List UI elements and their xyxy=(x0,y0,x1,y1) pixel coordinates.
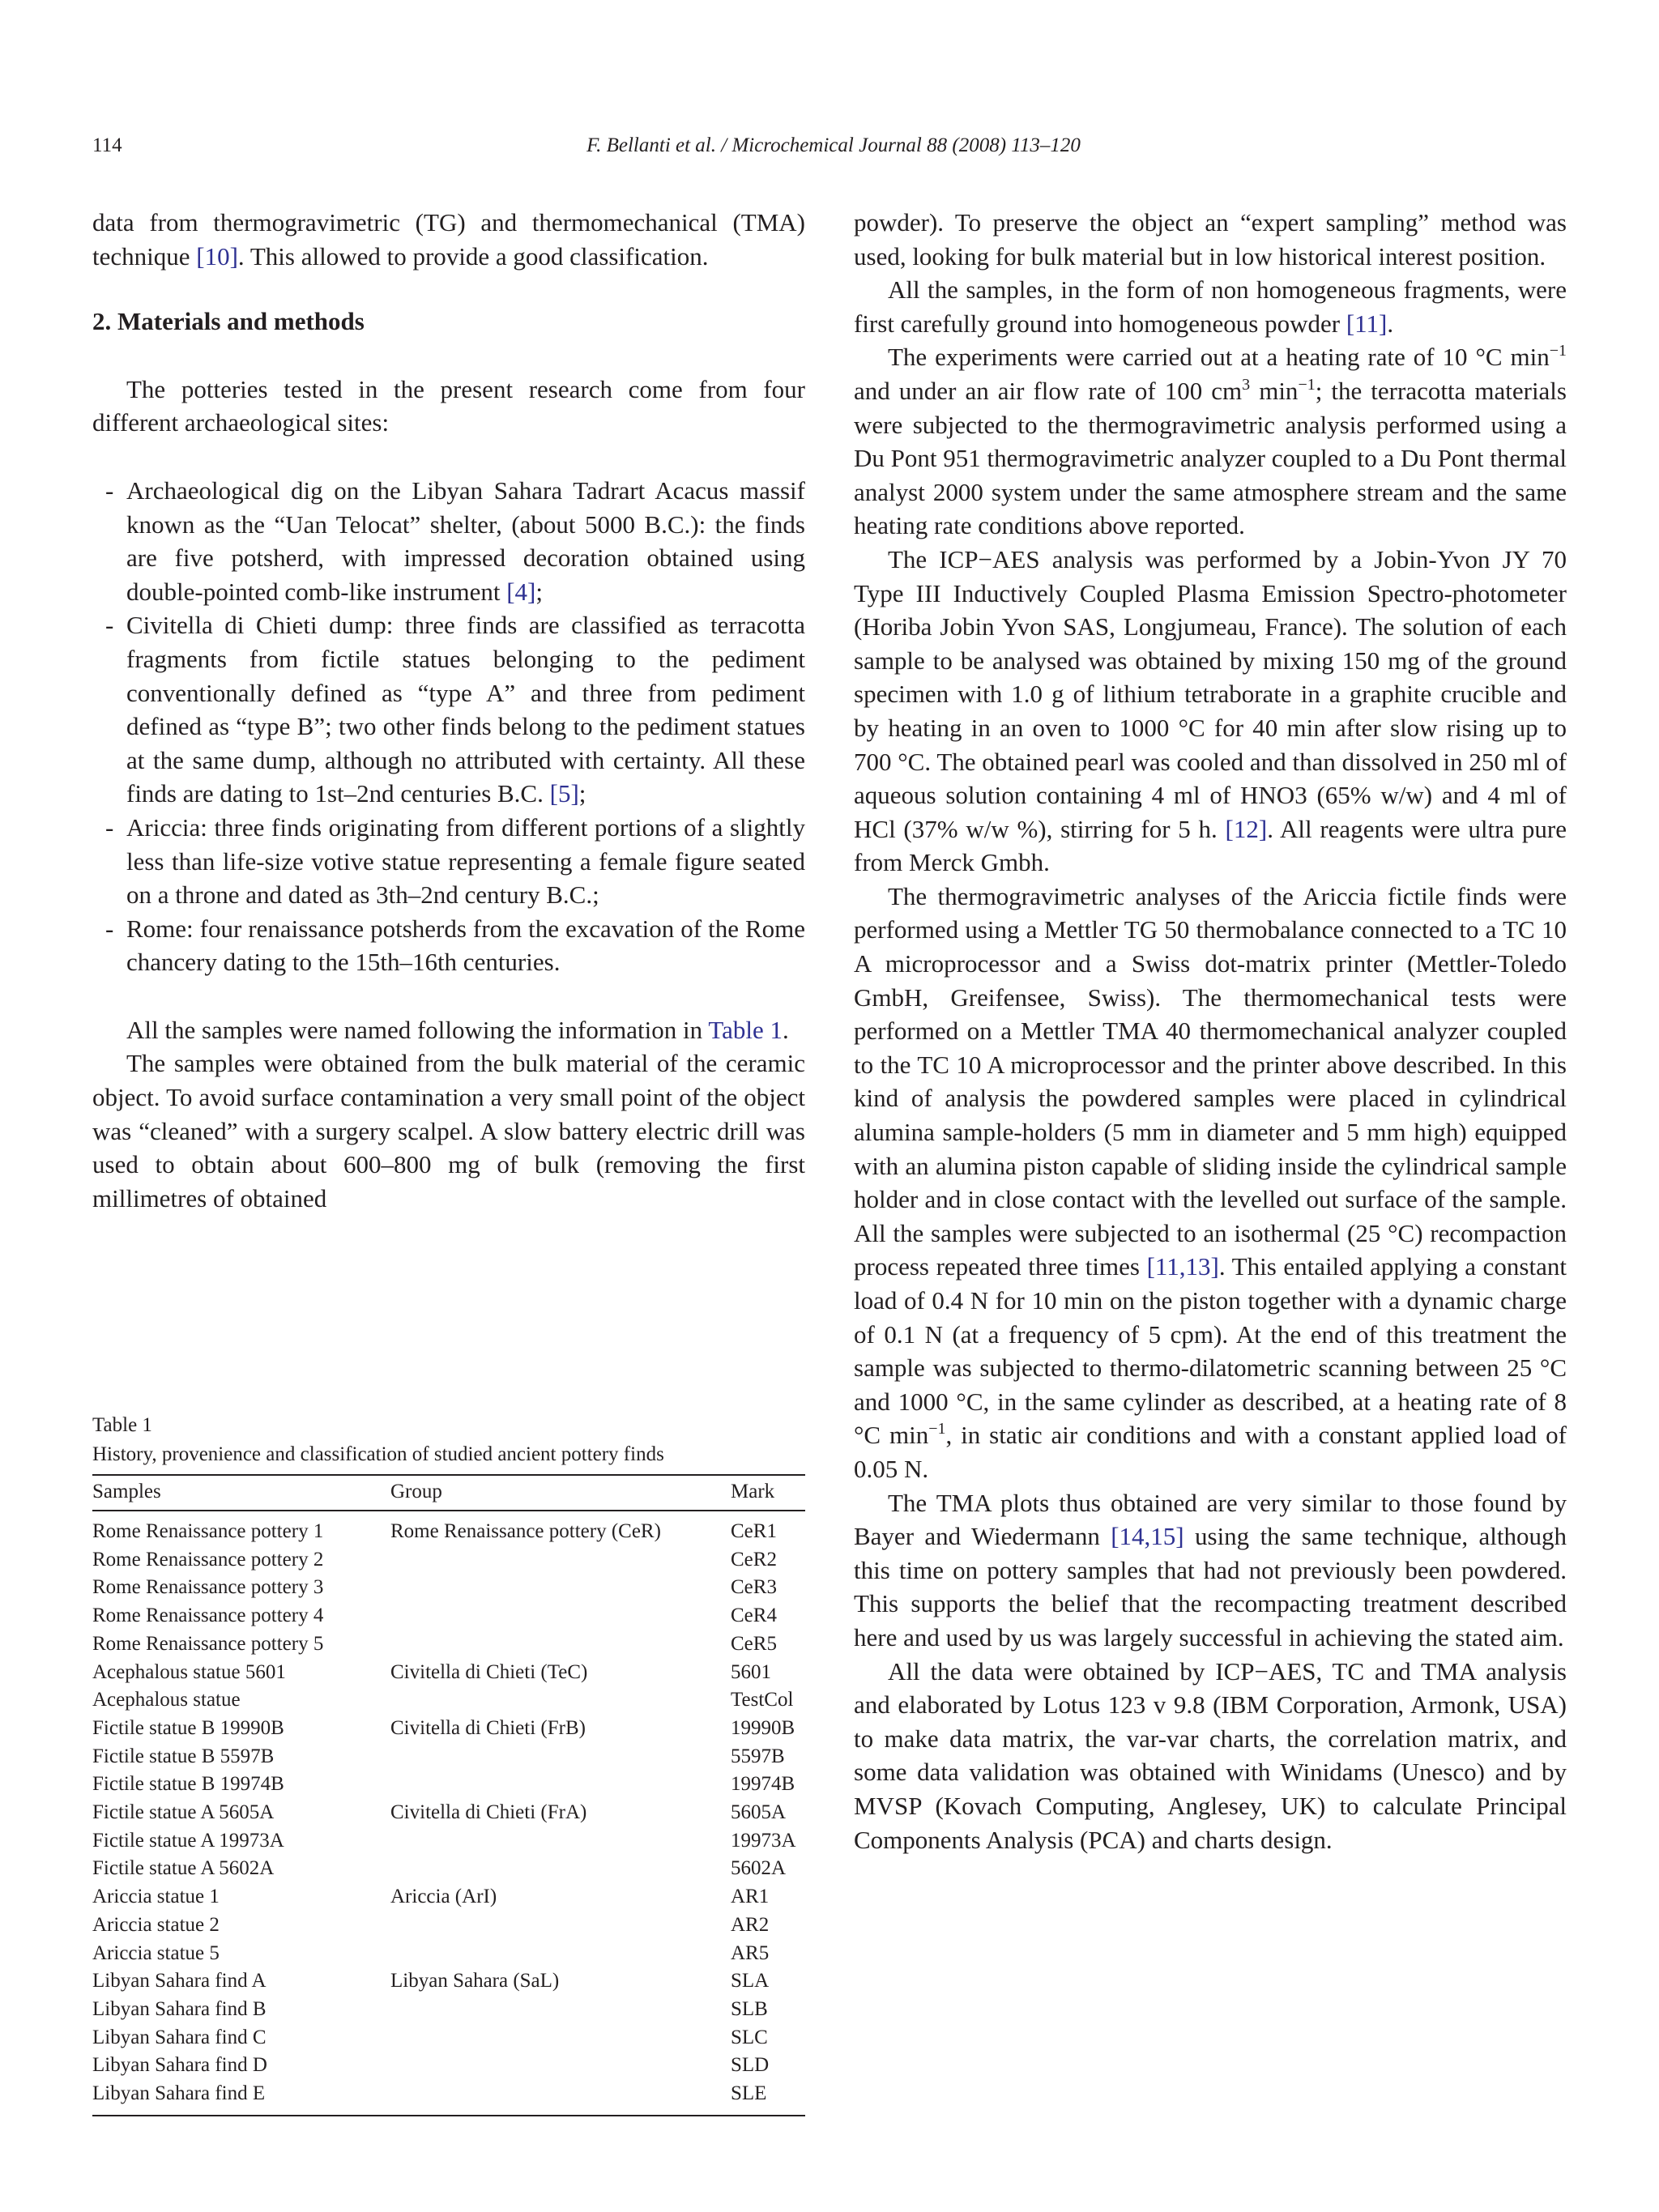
citation-link[interactable]: [10] xyxy=(196,241,238,271)
cell-sample: Libyan Sahara find A xyxy=(92,1970,267,1993)
cell-mark: 5605A xyxy=(731,1801,787,1824)
cell-group xyxy=(390,1827,731,1856)
right-column xyxy=(854,206,1567,1856)
cell-sample: Libyan Sahara find C xyxy=(92,2026,267,2048)
icp-paragraph: The ICP−AES analysis was performed by a Jobin-Yvon JY 70 Type III Inductively Coupled Plasma Emission Spectro-photometer (Horiba Jobin Yvon SAS, Longjumeau, France). The solution of each sample to be analysed was obtained by mixing 150 mg of the ground specimen with 1.0 g of lithium tetraborate in a graphite crucible and by heating in an oven to 1000 °C for 40 min after slow rising up to 700 °C. The obtained pearl was cooled and than dissolved in 250 ml of aqueous solution containing 4 ml of HNO3 (65% w/w) and 4 ml of HCl (37% w/w %), stirring for 5 h. [12]. All reagents were ultra pure from Merck Gmbh. xyxy=(854,544,1567,877)
cell-mark: AR5 xyxy=(731,1941,770,1964)
tma-paragraph: The TMA plots thus obtained are very similar to those found by Bayer and Wiedermann [14,15] using the same technique, although this time on pottery samples that had not previously been powdered. This supports the belief that the recompacting treatment described here and used by us was largely successful in achieving the stated aim. xyxy=(854,1488,1567,1652)
list-dash: - xyxy=(105,475,114,505)
section-heading: 2. Materials and methods xyxy=(92,307,365,336)
table-row xyxy=(92,1799,805,1827)
table-row xyxy=(92,1827,805,1856)
cell-mark: SLE xyxy=(731,2080,805,2116)
cell-sample: Fictile statue A 19973A xyxy=(92,1829,284,1852)
cell-sample: Fictile statue A 5602A xyxy=(92,1857,275,1880)
table-caption: History, provenience and classification of studied ancient pottery finds xyxy=(92,1443,664,1465)
spacer xyxy=(92,979,805,1013)
table-header-row xyxy=(92,1475,805,1511)
cell-mark: CeR5 xyxy=(731,1632,777,1655)
table-row xyxy=(92,1940,805,1968)
table-row xyxy=(92,1771,805,1799)
list-item: - Rome: four renaissance potsherds from the excavation of the Rome chancery dating to the 15th–16th centuries. xyxy=(92,912,805,979)
table-row xyxy=(92,1912,805,1940)
running-header xyxy=(92,130,1575,162)
cell-group xyxy=(390,1855,731,1883)
table-link[interactable]: Table 1 xyxy=(708,1015,783,1044)
cell-sample: Rome Renaissance pottery 4 xyxy=(92,1605,324,1627)
cell-group: Civitella di Chieti (FrA) xyxy=(390,1801,587,1824)
table-row xyxy=(92,1630,805,1659)
table-row xyxy=(92,1602,805,1630)
table-row xyxy=(92,1883,805,1912)
cell-sample: Fictile statue B 5597B xyxy=(92,1745,275,1767)
citation-link[interactable]: [11,13] xyxy=(1146,1252,1219,1281)
cell-mark: SLA xyxy=(731,1970,770,1993)
cell-mark: CeR4 xyxy=(731,1605,777,1627)
cell-mark: SLC xyxy=(731,2026,768,2048)
column-header-group: Group xyxy=(390,1475,731,1511)
list-dash: - xyxy=(105,914,114,943)
column-header-mark: Mark xyxy=(731,1475,805,1511)
cell-mark: 5597B xyxy=(731,1745,785,1767)
cell-sample: Libyan Sahara find E xyxy=(92,2080,390,2116)
cell-sample: Fictile statue B 19990B xyxy=(92,1716,284,1739)
cell-group xyxy=(390,2024,731,2052)
table-row xyxy=(92,1686,805,1715)
cell-sample: Fictile statue B 19974B xyxy=(92,1773,284,1796)
table-row xyxy=(92,1511,805,1546)
cell-mark: AR2 xyxy=(731,1913,770,1936)
cell-group xyxy=(390,1996,731,2024)
sites-intro-paragraph: The potteries tested in the present research come from four different archaeological sites: xyxy=(92,374,805,437)
table-label: Table 1 xyxy=(92,1414,152,1436)
cell-mark: CeR3 xyxy=(731,1576,777,1599)
intro-paragraph: data from thermogravimetric (TG) and thermomechanical (TMA) technique [10]. This allowed to provide a good classification. xyxy=(92,208,805,271)
cell-group xyxy=(390,1686,731,1715)
cell-mark: TestCol xyxy=(731,1689,794,1711)
cell-mark: SLD xyxy=(731,2054,770,2077)
cell-group xyxy=(390,1771,731,1799)
cell-mark: SLB xyxy=(731,1997,768,2020)
cell-sample: Libyan Sahara find D xyxy=(92,2054,267,2077)
list-item: - Ariccia: three finds originating from different portions of a slightly less than life-size votive statue representing a female figure seated on a throne and dated as 3th–2nd century B.C.; xyxy=(92,811,805,912)
cell-mark: 5602A xyxy=(731,1857,787,1880)
cell-group: Civitella di Chieti (TeC) xyxy=(390,1660,588,1683)
table-row xyxy=(92,2052,805,2080)
list-dash: - xyxy=(105,611,114,640)
cell-group: Rome Renaissance pottery (CeR) xyxy=(390,1520,661,1542)
cell-group xyxy=(390,1912,731,1940)
column-header-samples: Samples xyxy=(92,1475,390,1511)
cell-group xyxy=(390,1602,731,1630)
cell-sample: Rome Renaissance pottery 1 xyxy=(92,1520,324,1542)
table-row xyxy=(92,1855,805,1883)
samples-table xyxy=(92,1474,805,2116)
citation-link[interactable]: [11] xyxy=(1346,309,1388,338)
table-row xyxy=(92,1996,805,2024)
citation-link[interactable]: [12] xyxy=(1225,814,1268,843)
table-row xyxy=(92,2024,805,2052)
table-row xyxy=(92,1659,805,1687)
citation-link[interactable]: [4] xyxy=(506,577,536,606)
sites-list xyxy=(92,474,805,979)
naming-paragraph: All the samples were named following the information in Table 1. xyxy=(126,1015,789,1044)
citation-link[interactable]: [5] xyxy=(549,779,579,808)
table-row xyxy=(92,1967,805,1996)
cell-group xyxy=(390,1574,731,1602)
table-body xyxy=(92,1511,805,2116)
cell-sample: Rome Renaissance pottery 3 xyxy=(92,1576,324,1599)
table-1 xyxy=(92,1411,805,2116)
cell-sample: Ariccia statue 5 xyxy=(92,1941,220,1964)
cell-sample: Ariccia statue 1 xyxy=(92,1886,220,1908)
cell-mark: 19990B xyxy=(731,1716,795,1739)
left-column xyxy=(92,206,805,1215)
cell-sample: Rome Renaissance pottery 2 xyxy=(92,1548,324,1571)
cell-mark: AR1 xyxy=(731,1886,770,1908)
cell-sample: Fictile statue A 5605A xyxy=(92,1801,275,1824)
grinding-paragraph: All the samples, in the form of non homogeneous fragments, were first carefully ground into homogeneous powder [11]. xyxy=(854,275,1567,338)
sampling-paragraph: The samples were obtained from the bulk material of the ceramic object. To avoid surface contamination a very small point of the object was “cleaned” with a surgery scalpel. A slow battery electric drill was used to obtain about 600–800 mg of bulk (removing the first millimetres of obtained xyxy=(92,1049,805,1213)
cell-group: Civitella di Chieti (FrB) xyxy=(390,1716,586,1739)
list-item: - Civitella di Chieti dump: three finds are classified as terracotta fragments from fictile statues belonging to the pediment conventionally defined as “type A” and three from pediment defined as “type B”; two other finds belong to the pediment statues at the same dump, although no attributed with certainty. All these finds are dating to 1st–2nd centuries B.C. [5]; xyxy=(92,608,805,811)
page-number: 114 xyxy=(92,134,122,156)
cell-group xyxy=(390,1743,731,1771)
table-row xyxy=(92,1743,805,1771)
cell-group xyxy=(390,1630,731,1659)
cell-group: Libyan Sahara (SaL) xyxy=(390,1970,560,1993)
cell-sample: Ariccia statue 2 xyxy=(92,1913,220,1936)
powder-paragraph: powder). To preserve the object an “expert sampling” method was used, looking for bulk material but in low historical interest position. xyxy=(854,208,1567,271)
cell-mark: CeR1 xyxy=(731,1520,777,1542)
cell-mark: 19974B xyxy=(731,1773,795,1796)
cell-sample: Rome Renaissance pottery 5 xyxy=(92,1632,324,1655)
cell-group xyxy=(390,1940,731,1968)
table-row xyxy=(92,1574,805,1602)
cell-sample: Acephalous statue 5601 xyxy=(92,1660,286,1683)
list-dash: - xyxy=(105,812,114,842)
cell-mark: CeR2 xyxy=(731,1548,777,1571)
data-analysis-paragraph: All the data were obtained by ICP−AES, TC and TMA analysis and elaborated by Lotus 123 v 9.8 (IBM Corporation, Armonk, USA) to make data matrix, the var-var charts, the correlation matrix, and some data validation was obtained with Winidams (Unesco) and by MVSP (Kovach Computing, Anglesey, UK) to calculate Principal Components Analysis (PCA) and charts design. xyxy=(854,1656,1567,1854)
thermogravimetric-paragraph: The thermogravimetric analyses of the Ariccia fictile finds were performed using a Mettler TG 50 thermobalance connected to a TC 10 A microprocessor and a Swiss dot-matrix printer (Mettler-Toledo GmbH, Greifensee, Swiss). The thermomechanical tests were performed on a Mettler TMA 40 thermomechanical analyzer coupled to the TC 10 A microprocessor and the printer above described. In this kind of analysis the powdered samples were placed in cylindrical alumina sample-holders (5 mm in diameter and 5 mm high) equipped with an alumina piston capable of sliding inside the cylindrical sample holder and in close contact with the levelled out surface of the sample. All the samples were subjected to an isothermal (25 °C) recompaction process repeated three times [11,13]. This entailed applying a constant load of 0.4 N for 10 min on the piston together with a dynamic charge of 0.1 N (at a frequency of 5 cpm). At the end of this treatment the sample was subjected to thermo-dilatometric scanning between 25 °C and 1000 °C, in the same cylinder as described, at a heating rate of 8 °C $\min^{-1}$, in static air conditions and with a constant applied load of 0.05 N. xyxy=(854,881,1567,1483)
table-row xyxy=(92,1715,805,1743)
cell-sample: Acephalous statue xyxy=(92,1689,241,1711)
cell-group xyxy=(390,2080,731,2116)
table-row xyxy=(92,1546,805,1575)
cell-mark: 19973A xyxy=(731,1829,796,1852)
citation-link[interactable]: [14,15] xyxy=(1111,1522,1184,1551)
list-item: - Archaeological dig on the Libyan Sahara Tadrart Acacus massif known as the “Uan Telocat” shelter, (about 5000 B.C.): the finds are five potsherd, with impressed decoration obtained using double-pointed comb-like instrument [4]; xyxy=(92,474,805,608)
journal-reference: F. Bellanti et al. / Microchemical Journal 88 (2008) 113–120 xyxy=(586,134,1081,156)
cell-group xyxy=(390,1546,731,1575)
experiments-paragraph: The experiments were carried out at a heating rate of 10 °C $\min^{-1}$ and under an air flow rate of 100 $cm^3$ $\min^{-1}$; the terracotta materials were subjected to the thermogravimetric analysis performed using a Du Pont 951 thermogravimetric analyzer coupled to a Du Pont thermal analyst 2000 system under the same atmosphere stream and the same heating rate conditions above reported. xyxy=(854,342,1567,540)
cell-sample: Libyan Sahara find B xyxy=(92,1997,267,2020)
cell-group xyxy=(390,2052,731,2080)
cell-mark: 5601 xyxy=(731,1660,771,1683)
table-row xyxy=(92,2080,805,2116)
cell-group: Ariccia (ArI) xyxy=(390,1886,497,1908)
spacer xyxy=(92,440,805,474)
